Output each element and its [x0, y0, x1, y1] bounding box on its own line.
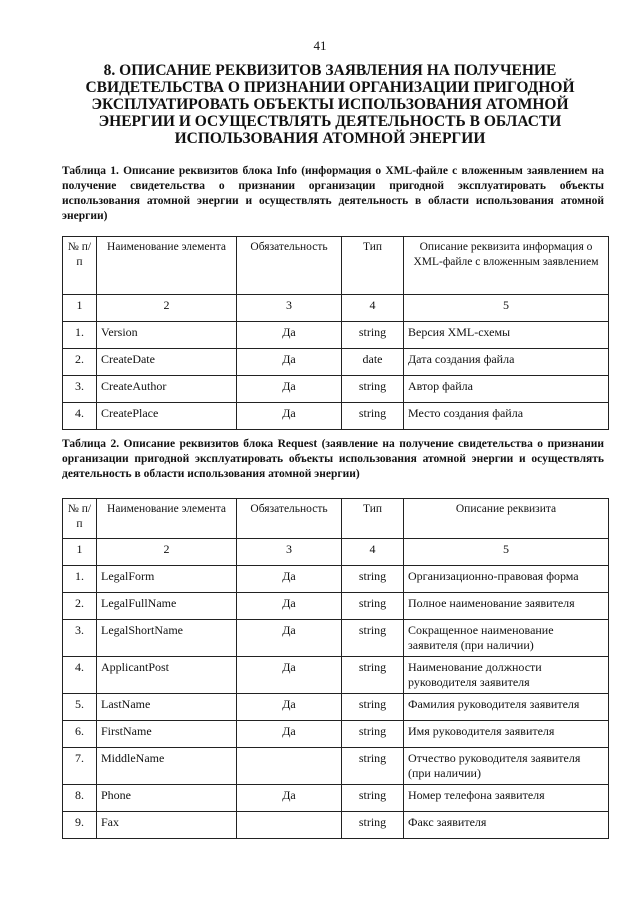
- index-cell: 2: [97, 539, 237, 566]
- required-cell: [237, 748, 342, 785]
- element-name: FirstName: [97, 721, 237, 748]
- description-cell: Организационно-правовая форма: [404, 566, 609, 593]
- row-number: 2.: [63, 593, 97, 620]
- element-name: CreateDate: [97, 349, 237, 376]
- index-cell: 1: [63, 539, 97, 566]
- row-number: 4.: [63, 657, 97, 694]
- row-number: 1.: [63, 566, 97, 593]
- element-name: Version: [97, 322, 237, 349]
- header-cell: Описание реквизита информация о XML-файле с вложенным заявлением: [404, 237, 609, 295]
- table-index-row: [63, 295, 609, 322]
- element-name: CreatePlace: [97, 403, 237, 430]
- required-cell: Да: [237, 694, 342, 721]
- required-cell: Да: [237, 376, 342, 403]
- type-cell: string: [342, 403, 404, 430]
- required-cell: Да: [237, 620, 342, 657]
- description-cell: Наименование должности руководителя заявителя: [404, 657, 609, 694]
- table-row: [63, 566, 609, 593]
- description-cell: Место создания файла: [404, 403, 609, 430]
- required-cell: Да: [237, 721, 342, 748]
- description-cell: Полное наименование заявителя: [404, 593, 609, 620]
- table-row: [63, 785, 609, 812]
- row-number: 4.: [63, 403, 97, 430]
- table-row: [63, 403, 609, 430]
- description-cell: Версия XML-схемы: [404, 322, 609, 349]
- table-row: [63, 812, 609, 839]
- element-name: ApplicantPost: [97, 657, 237, 694]
- required-cell: Да: [237, 785, 342, 812]
- index-cell: 3: [237, 539, 342, 566]
- row-number: 3.: [63, 376, 97, 403]
- description-cell: Отчество руководителя заявителя (при наличии): [404, 748, 609, 785]
- element-name: Phone: [97, 785, 237, 812]
- header-cell: № п/п: [63, 499, 97, 539]
- type-cell: string: [342, 322, 404, 349]
- table-header-row: [63, 499, 609, 539]
- header-cell: Наименование элемента: [97, 237, 237, 295]
- table-row: [63, 721, 609, 748]
- row-number: 8.: [63, 785, 97, 812]
- index-cell: 5: [404, 539, 609, 566]
- index-cell: 1: [63, 295, 97, 322]
- section-title: 8. ОПИСАНИЕ РЕКВИЗИТОВ ЗАЯВЛЕНИЯ НА ПОЛУЧЕНИЕ СВИДЕТЕЛЬСТВА О ПРИЗНАНИИ ОРГАНИЗАЦИИ ПРИГОДНОЙ ЭКСПЛУАТИРОВАТЬ ОБЪЕКТЫ ИСПОЛЬЗОВАНИЯ АТОМНОЙ ЭНЕРГИИ И ОСУЩЕСТВЛЯТЬ ДЕЯТЕЛЬНОСТЬ В ОБЛАСТИ ИСПОЛЬЗОВАНИЯ АТОМНОЙ ЭНЕРГИИ: [85, 62, 575, 147]
- header-cell: Описание реквизита: [404, 499, 609, 539]
- row-number: 6.: [63, 721, 97, 748]
- type-cell: string: [342, 593, 404, 620]
- required-cell: Да: [237, 566, 342, 593]
- row-number: 2.: [63, 349, 97, 376]
- type-cell: string: [342, 694, 404, 721]
- header-cell: Обязательность: [237, 499, 342, 539]
- table-row: [63, 376, 609, 403]
- required-cell: Да: [237, 657, 342, 694]
- table-row: [63, 657, 609, 694]
- table-row: [63, 322, 609, 349]
- header-cell: Обязательность: [237, 237, 342, 295]
- description-cell: Имя руководителя заявителя: [404, 721, 609, 748]
- table-row: [63, 694, 609, 721]
- row-number: 5.: [63, 694, 97, 721]
- required-cell: Да: [237, 322, 342, 349]
- table-index-row: [63, 539, 609, 566]
- index-cell: 4: [342, 539, 404, 566]
- description-cell: Номер телефона заявителя: [404, 785, 609, 812]
- row-number: 9.: [63, 812, 97, 839]
- type-cell: string: [342, 785, 404, 812]
- table-row: [63, 593, 609, 620]
- required-cell: [237, 812, 342, 839]
- type-cell: string: [342, 620, 404, 657]
- required-cell: Да: [237, 349, 342, 376]
- element-name: MiddleName: [97, 748, 237, 785]
- description-cell: Дата создания файла: [404, 349, 609, 376]
- required-cell: Да: [237, 403, 342, 430]
- index-cell: 2: [97, 295, 237, 322]
- element-name: LegalFullName: [97, 593, 237, 620]
- type-cell: string: [342, 721, 404, 748]
- type-cell: string: [342, 812, 404, 839]
- row-number: 7.: [63, 748, 97, 785]
- description-cell: Сокращенное наименование заявителя (при наличии): [404, 620, 609, 657]
- index-cell: 4: [342, 295, 404, 322]
- request-table: [62, 498, 609, 839]
- table-row: [63, 349, 609, 376]
- required-cell: Да: [237, 593, 342, 620]
- header-cell: Наименование элемента: [97, 499, 237, 539]
- table1-caption: Таблица 1. Описание реквизитов блока Info (информация о XML-файле с вложенным заявлением на получение свидетельства о признании организации пригодной эксплуатировать объекты использования атомной энергии и осуществлять деятельность в области использования атомной энергии): [62, 165, 604, 222]
- type-cell: string: [342, 376, 404, 403]
- index-cell: 5: [404, 295, 609, 322]
- info-table: [62, 236, 609, 430]
- type-cell: string: [342, 566, 404, 593]
- type-cell: string: [342, 748, 404, 785]
- header-cell: Тип: [342, 499, 404, 539]
- element-name: LegalShortName: [97, 620, 237, 657]
- table-header-row: [63, 237, 609, 295]
- type-cell: date: [342, 349, 404, 376]
- table2-caption: Таблица 2. Описание реквизитов блока Request (заявление на получение свидетельства о признании организации пригодной эксплуатировать объекты использования атомной энергии и осуществлять деятельность в области использования атомной энергии): [62, 438, 604, 480]
- header-cell: Тип: [342, 237, 404, 295]
- row-number: 1.: [63, 322, 97, 349]
- description-cell: Факс заявителя: [404, 812, 609, 839]
- description-cell: Автор файла: [404, 376, 609, 403]
- element-name: CreateAuthor: [97, 376, 237, 403]
- table-row: [63, 620, 609, 657]
- row-number: 3.: [63, 620, 97, 657]
- page-number: 41: [313, 38, 327, 53]
- element-name: LastName: [97, 694, 237, 721]
- element-name: LegalForm: [97, 566, 237, 593]
- header-cell: № п/п: [63, 237, 97, 295]
- description-cell: Фамилия руководителя заявителя: [404, 694, 609, 721]
- table-row: [63, 748, 609, 785]
- index-cell: 3: [237, 295, 342, 322]
- type-cell: string: [342, 657, 404, 694]
- element-name: Fax: [97, 812, 237, 839]
